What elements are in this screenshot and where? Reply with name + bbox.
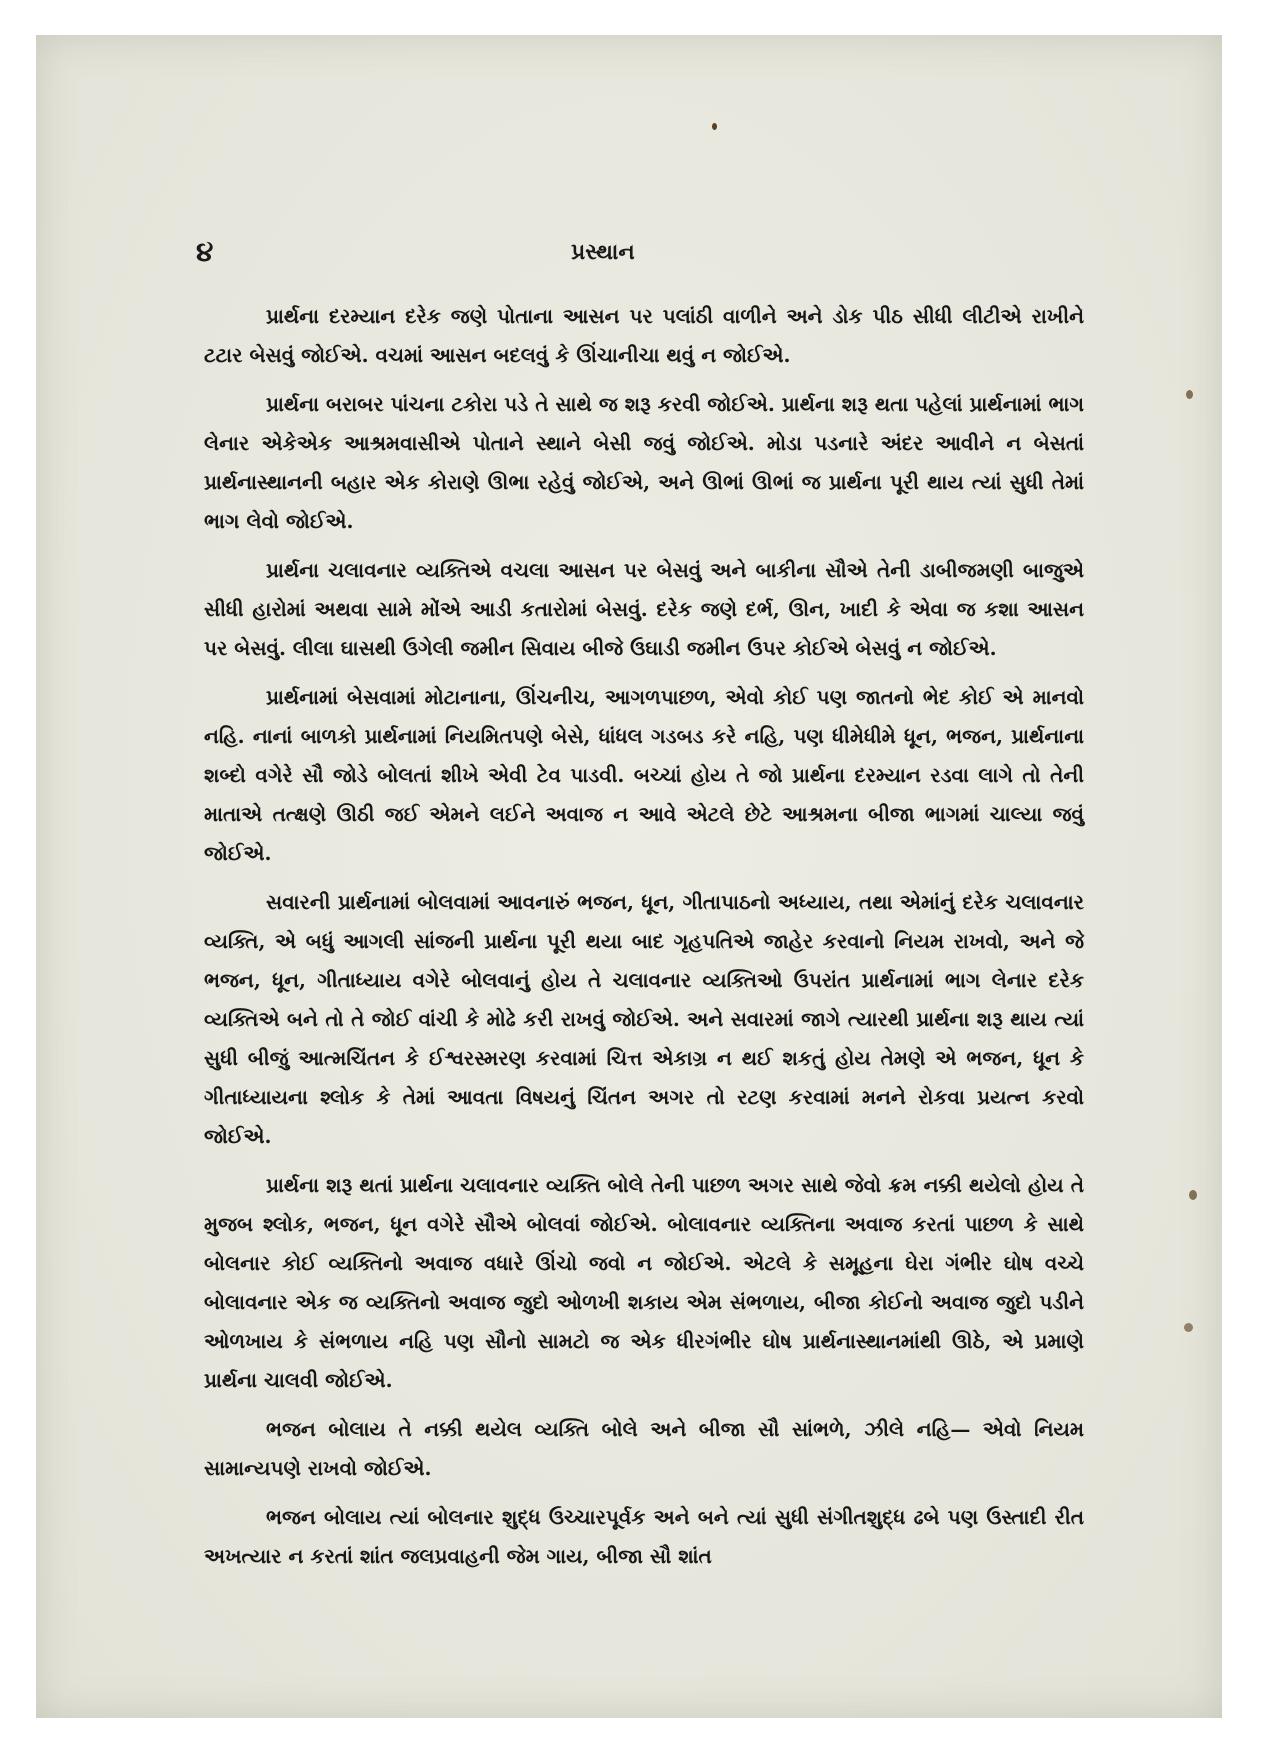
paragraph: પ્રાર્થનામાં બેસવામાં મોટાનાના, ઊંચનીચ, આગળપાછળ, એવો કોઈ પણ જાતનો ભેદ કોઈ એ માનવો નહિ. નાનાં બાળકો પ્રાર્થનામાં નિયમિતપણે બેસે, ધાંધલ ગડબડ કરે નહિ, પણ ધીમેધીમે ધૂન, ભજન, પ્રાર્થનાના શબ્દો વગેરે સૌ જોડે બોલતાં શીખે એવી ટેવ પાડવી. બચ્ચાં હોય તે જો પ્રાર્થના દરમ્યાન રડવા લાગે તો તેની માતાએ તત્ક્ષણે ઊઠી જઈ એમને લઈને અવાજ ન આવે એટલે છેટે આશ્રમના બીજા ભાગમાં ચાલ્યા જવું જોઈએ. [204,685,1084,865]
paragraph: પ્રાર્થના ચલાવનાર વ્યક્તિએ વચલા આસન પર બેસવું અને બાકીના સૌએ તેની ડાબીજમણી બાજુએ સીધી હારોમાં અથવા સામે મોંએ આડી કતારોમાં બેસવું. દરેક જણે દર્ભ, ઊન, ખાદી કે એવા જ કશા આસન પર બેસવું. લીલા ઘાસથી ઉગેલી જમીન સિવાય બીજે ઉઘાડી જમીન ઉપર કોઈએ બેસવું ન જોઈએ. [204,558,1084,660]
body-text [204,297,1084,1586]
paragraph: પ્રાર્થના દરમ્યાન દરેક જણે પોતાના આસન પર પલાંઠી વાળીને અને ડોક પીઠ સીધી લીટીએ રાખીને ટટાર બેસવું જોઈએ. વચમાં આસન બદલવું કે ઊંચાનીચા થવું ન જોઈએ. [204,304,1084,367]
page-header [36,235,1222,275]
paragraph: ભજન બોલાય ત્યાં બોલનાર શુદ્ધ ઉચ્ચારપૂર્વક અને બને ત્યાં સુધી સંગીતશુદ્ધ ઢબે પણ ઉસ્તાદી રીત અખત્યાર ન કરતાં શાંત જલપ્રવાહની જેમ ગાય, બીજા સૌ શાંત [204,1505,1084,1568]
paragraph: પ્રાર્થના બરાબર પાંચના ટકોરા પડે તે સાથે જ શરૂ કરવી જોઈએ. પ્રાર્થના શરૂ થતા પહેલાં પ્રાર્થનામાં ભાગ લેનાર એકેએક આશ્રમવાસીએ પોતાને સ્થાને બેસી જવું જોઈએ. મોડા પડનારે અંદર આવીને ન બેસતાં પ્રાર્થનાસ્થાનની બહાર એક કોરાણે ઊભા રહેવું જોઈએ, અને ઊભાં ઊભાં જ પ્રાર્થના પૂરી થાય ત્યાં સુધી તેમાં ભાગ લેવો જોઈએ. [204,392,1084,533]
paper-speck [1186,390,1193,399]
paragraph: પ્રાર્થના શરૂ થતાં પ્રાર્થના ચલાવનાર વ્યક્તિ બોલે તેની પાછળ અગર સાથે જેવો ક્રમ નક્કી થયેલો હોય તે મુજબ શ્લોક, ભજન, ધૂન વગેરે સૌએ બોલવાં જોઈએ. બોલાવનાર વ્યક્તિના અવાજ કરતાં પાછળ કે સાથે બોલનાર કોઈ વ્યક્તિનો અવાજ વધારે ઊંચો જવો ન જોઈએ. એટલે કે સમૂહના ઘેરા ગંભીર ઘોષ વચ્ચે બોલાવનાર એક જ વ્યક્તિનો અવાજ જુદો ઓળખી શકાય એમ સંભળાય, બીજા કોઈનો અવાજ જુદો પડીને ઓળખાય કે સંભળાય નહિ પણ સૌનો સામટો જ એક ધીરગંભીર ઘોષ પ્રાર્થનાસ્થાનમાંથી ઊઠે, એ પ્રમાણે પ્રાર્થના ચાલવી જોઈએ. [204,1173,1084,1392]
scanned-page [36,35,1222,1718]
paper-speck [1184,1323,1193,1332]
page-number: ૪ [196,235,214,268]
running-head: પ્રસ્થાન [571,239,635,265]
paper-speck [712,123,717,130]
paragraph: ભજન બોલાય તે નક્કી થયેલ વ્યક્તિ બોલે અને બીજા સૌ સાંભળે, ઝીલે નહિ— એવો નિયમ સામાન્યપણે રાખવો જોઈએ. [204,1417,1084,1480]
paper-speck [1189,1190,1197,1200]
paragraph: સવારની પ્રાર્થનામાં બોલવામાં આવનારું ભજન, ધૂન, ગીતાપાઠનો અધ્યાય, તથા એમાંનું દરેક ચલાવનાર વ્યક્તિ, એ બધું આગલી સાંજની પ્રાર્થના પૂરી થયા બાદ ગૃહપતિએ જાહેર કરવાનો નિયમ રાખવો, અને જે ભજન, ધૂન, ગીતાધ્યાય વગેરે બોલવાનું હોય તે ચલાવનાર વ્યક્તિઓ ઉપરાંત પ્રાર્થનામાં ભાગ લેનાર દરેક વ્યક્તિએ બને તો તે જોઈ વાંચી કે મોઢે કરી રાખવું જોઈએ. અને સવારમાં જાગે ત્યારથી પ્રાર્થના શરૂ થાય ત્યાં સુધી બીજું આત્મચિંતન કે ઈશ્વરસ્મરણ કરવામાં ચિત્ત એકાગ્ર ન થઈ શકતું હોય તેમણે એ ભજન, ધૂન કે ગીતાધ્યાયના શ્લોક કે તેમાં આવતા વિષયનું ચિંતન અગર તો રટણ કરવામાં મનને રોકવા પ્રયત્ન કરવો જોઈએ. [204,890,1084,1148]
